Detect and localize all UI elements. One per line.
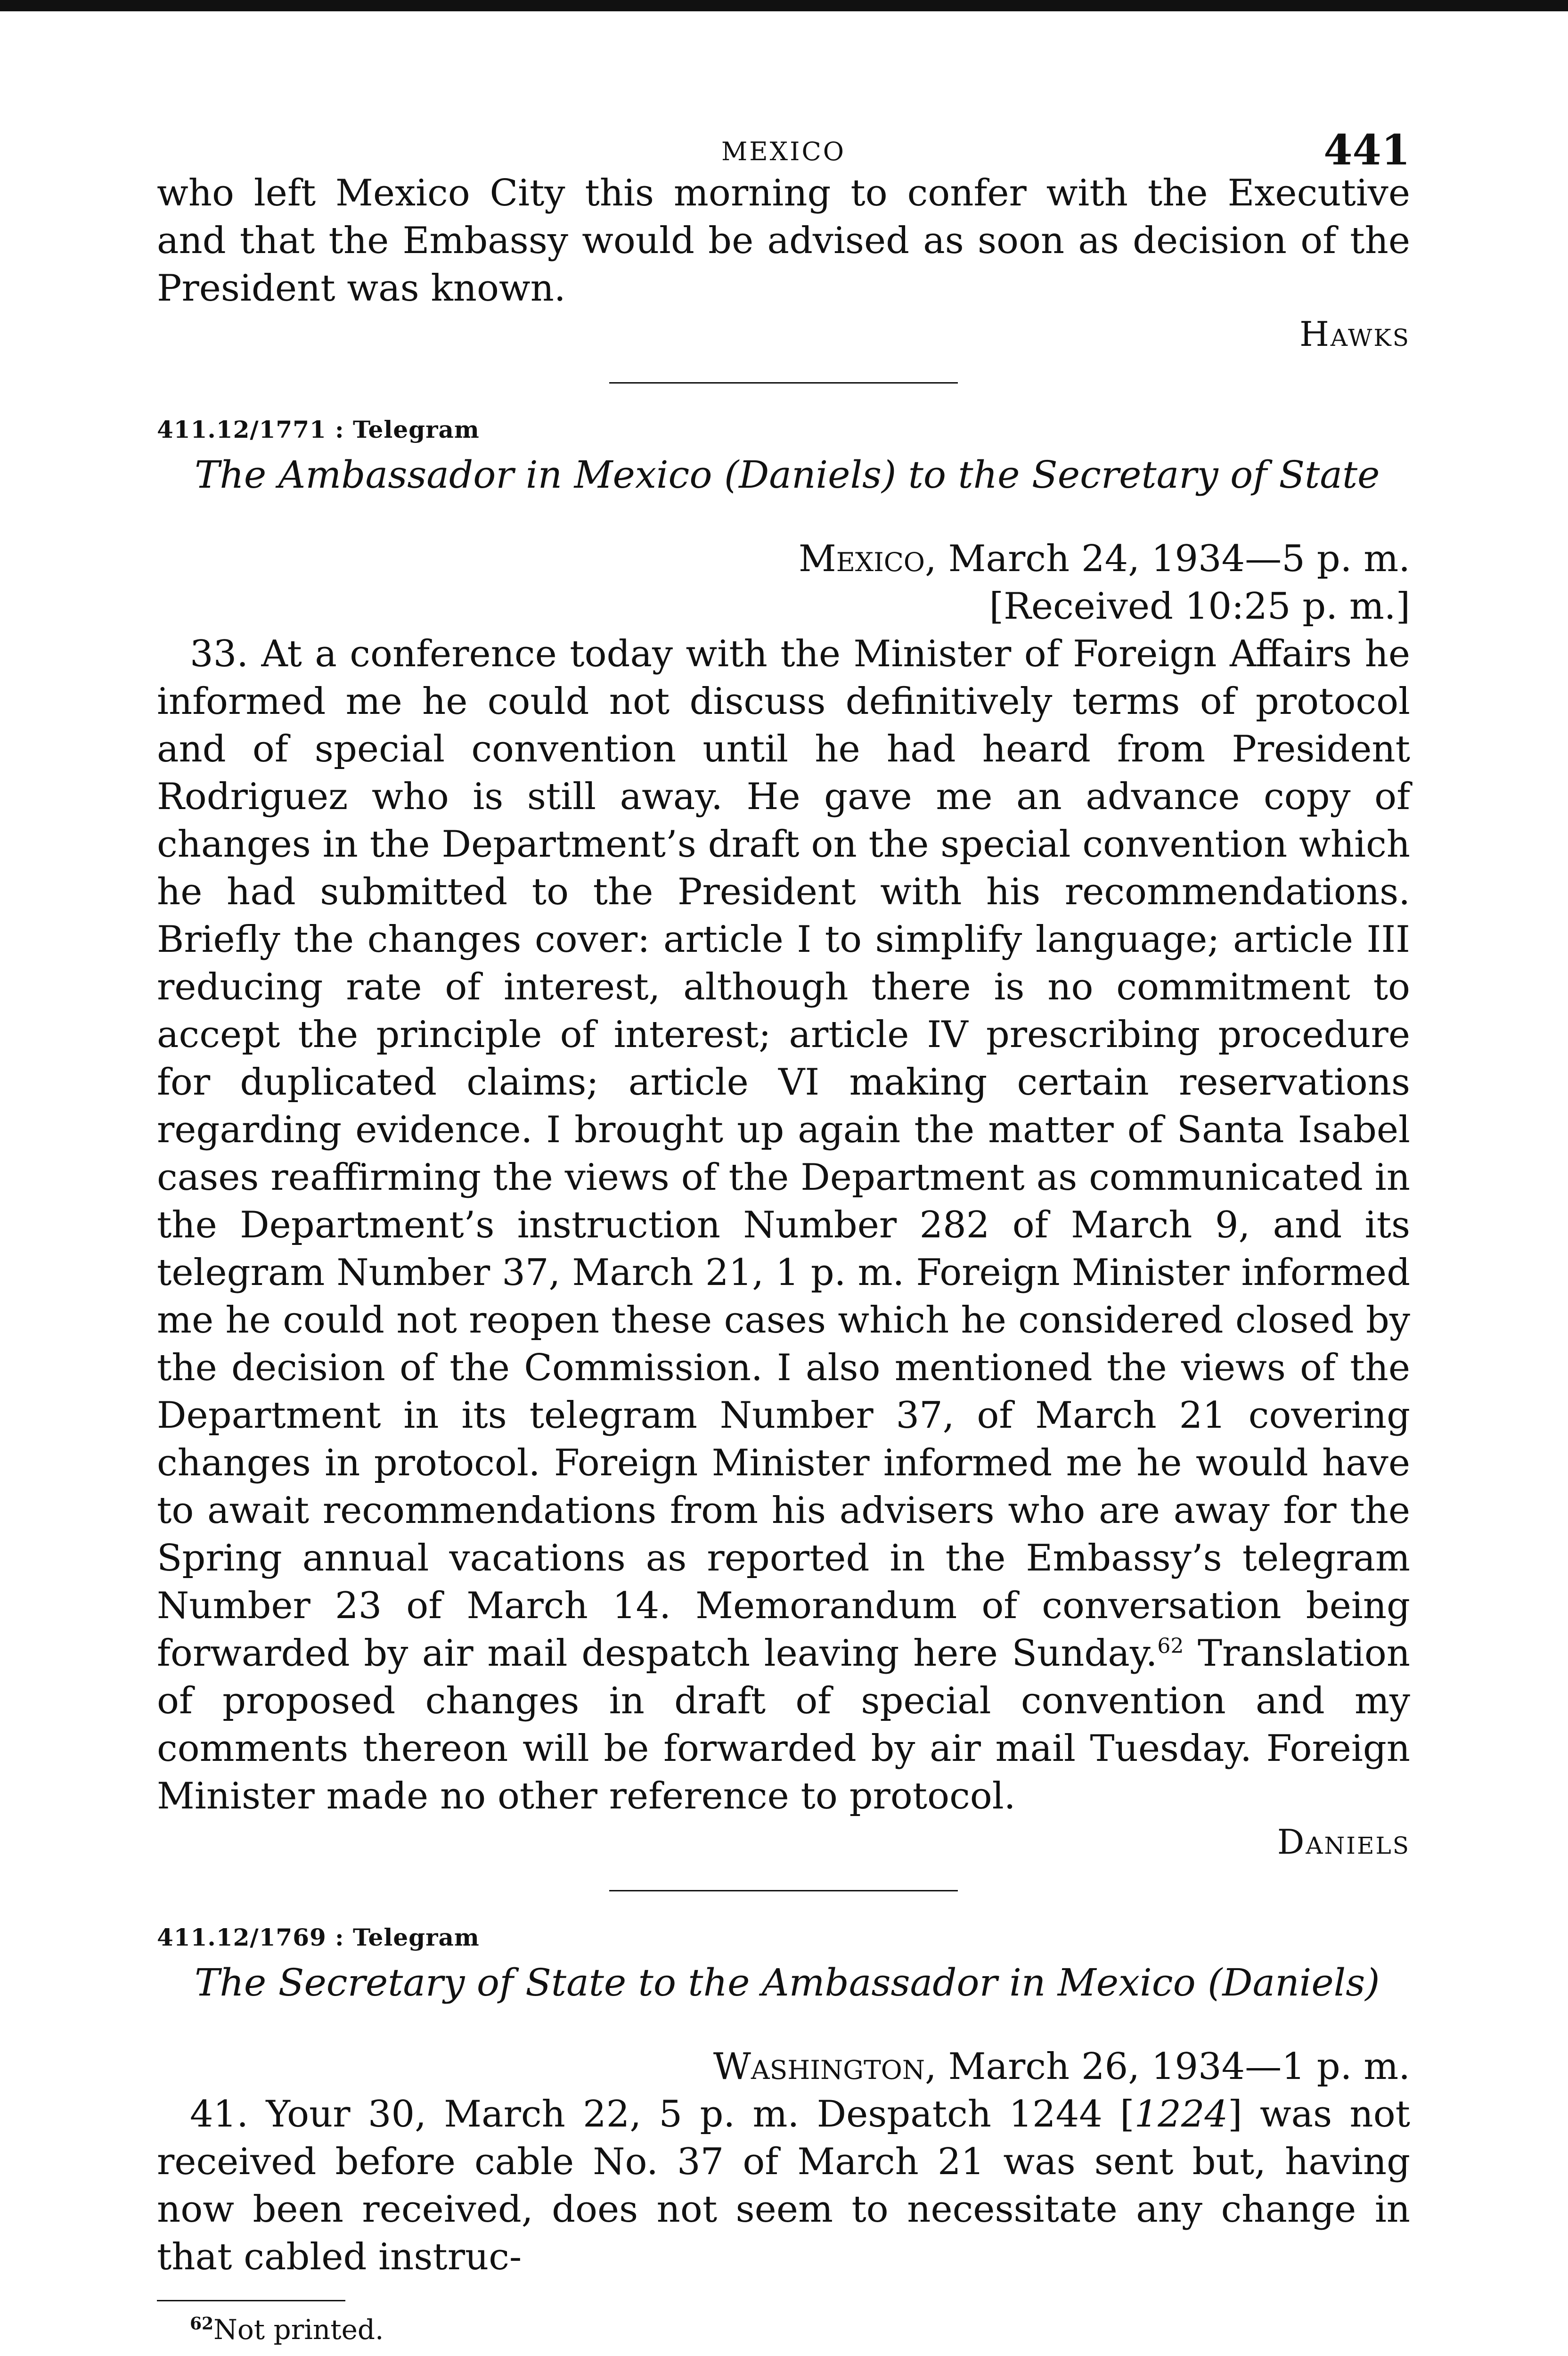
section-divider <box>609 382 958 384</box>
footnote-text: Not printed. <box>213 2314 384 2346</box>
dateline <box>157 2043 1410 2091</box>
file-reference: 411.12/1771 : Telegram <box>157 416 480 443</box>
document-page <box>157 118 1410 2346</box>
telegram-body-text-continued: ] was not received before cable No. 37 of March 21 was sent but, having now been received, does not seem to necessitate any change in that cabled instruc- <box>157 2093 1411 2278</box>
dateline-date: March 24, 1934—5 p. m. <box>948 538 1410 580</box>
section-divider <box>609 1890 958 1891</box>
dateline-date: March 26, 1934—1 p. m. <box>948 2045 1410 2088</box>
telegram-body-text: 41. Your 30, March 22, 5 p. m. Despatch 1244 [ <box>190 2093 1135 2135</box>
received-note: [Received 10:25 p. m.] <box>989 585 1410 628</box>
file-reference: 411.12/1769 : Telegram <box>157 1923 480 1951</box>
page-number: 441 <box>1323 125 1410 174</box>
document-heading: The Secretary of State to the Ambassador in Mexico (Daniels) <box>195 1961 1380 2004</box>
document-heading: The Ambassador in Mexico (Daniels) to the Secretary of State <box>195 453 1380 497</box>
telegram-body-text: 33. At a conference today with the Minister of Foreign Affairs he informed me he could not discuss definitively terms of protocol and of special convention until he had heard from President Rodriguez who is still away. He gave me an advance copy of changes in the Department’s draft on the special convention which he had submitted to the President with his recommendations. Briefly the changes cover: article I to simplify language; article III reducing rate of interest, although there is no commitment to accept the principle of interest; article IV prescribing procedure for duplicated claims; article VI making certain reservations regarding evidence. I brought up again the matter of Santa Isabel cases reaffirming the views of the Department as communicated in the Department’s instruction Number 282 of March 9, and its telegram Number 37, March 21, 1 p. m. Foreign Minister informed me he could not reopen these cases which he considered closed by the decision of the Commission. I also mentioned the views of the Department in its telegram Number 37, of March 21 covering changes in protocol. Foreign Minister informed me he would have to await recommendations from his advisers who are away for the Spring annual vacations as reported in the Embassy’s telegram Number 23 of March 14. Memorandum of conversation being forwarded by air mail despatch leaving here Sunday. <box>157 633 1410 1675</box>
signature-daniels: Daniels <box>1277 1822 1410 1862</box>
footnote <box>190 2314 1410 2346</box>
running-title: MEXICO <box>721 137 846 166</box>
footnote-divider <box>157 2300 345 2301</box>
running-head <box>157 118 1410 174</box>
top-page-border <box>0 0 1568 11</box>
footnote-reference: 62 <box>1157 1634 1184 1658</box>
dateline <box>157 535 1410 583</box>
telegram-body <box>157 630 1410 1820</box>
footnote-number: 62 <box>190 2314 214 2334</box>
editorial-correction: 1224 <box>1134 2093 1228 2135</box>
dateline-place: Mexico, <box>798 538 937 580</box>
continuation-paragraph: who left Mexico City this morning to confer with the Executive and that the Embassy would be advised as soon as decision of the President was known. <box>157 172 1410 310</box>
telegram-body <box>157 2091 1410 2281</box>
signature-hawks: Hawks <box>1299 314 1410 354</box>
telegram-body-text-continued: Translation of proposed changes in draft of special convention and my comments thereon will be forwarded by air mail Tuesday. Foreign Minister made no other reference to protocol. <box>157 1632 1411 1817</box>
dateline-place: Washington, <box>713 2045 937 2088</box>
